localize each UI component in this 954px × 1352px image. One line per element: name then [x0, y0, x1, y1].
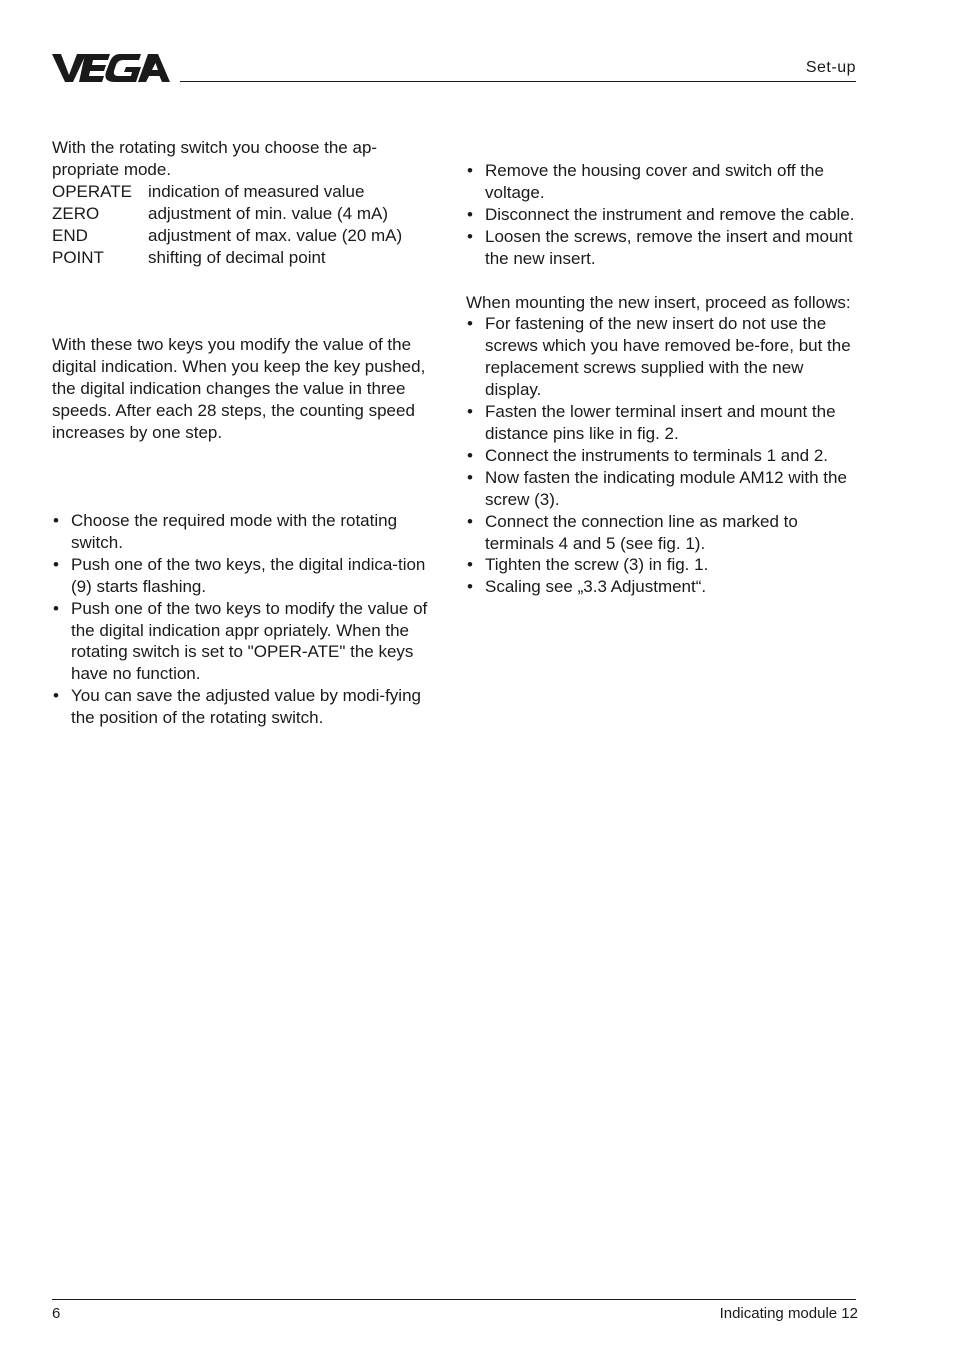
page-number: 6 [52, 1305, 61, 1322]
header-rule [180, 81, 856, 82]
list-item: • Scaling see „3.3 Adjustment“. [466, 576, 858, 598]
list-item: • Loosen the screws, remove the insert and mount the new insert. [466, 226, 858, 270]
list-item: • Connect the connection line as marked to terminals 4 and 5 (see fig. 1). [466, 511, 858, 555]
mode-key: ZERO [52, 203, 100, 223]
vega-logo [52, 52, 170, 84]
keys-paragraph: With these two keys you modify the value of the digital indication. When you keep the key pushed, the digital indication changes the value in three speeds. After each 28 steps, the counting speed increases by one step. [52, 335, 426, 443]
document-title: Indicating module 12 [719, 1305, 858, 1322]
mode-desc: adjustment of max. value (20 mA) [148, 225, 403, 245]
right-column [466, 137, 858, 598]
list-item: • Tighten the screw (3) in fig. 1. [466, 554, 858, 576]
mode-desc: adjustment of min. value (4 mA) [148, 203, 388, 223]
list-item: • You can save the adjusted value by modi-fying the position of the rotating switch. [52, 685, 442, 729]
mode-key: OPERATE [52, 181, 132, 201]
section-label: Set-up [805, 59, 856, 76]
mode-key: END [52, 225, 88, 245]
list-item: • Remove the housing cover and switch off the voltage. [466, 160, 858, 204]
list-item: • Now fasten the indicating module AM12 with the screw (3). [466, 467, 858, 511]
list-item: • Choose the required mode with the rotating switch. [52, 510, 442, 554]
list-item: • Connect the instruments to terminals 1 and 2. [466, 445, 858, 467]
list-item: • Push one of the two keys to modify the value of the digital indication appr opriately. When the rotating switch is set to "OPER-ATE" the keys have no function. [52, 598, 442, 686]
mount-intro: When mounting the new insert, proceed as follows: [466, 292, 851, 312]
left-column [52, 137, 442, 729]
replace-steps-list [466, 160, 858, 270]
mount-steps-list [466, 313, 858, 598]
mode-desc: shifting of decimal point [148, 247, 326, 267]
list-item: • For fastening of the new insert do not use the screws which you have removed be-fore, but the replacement screws supplied with the new display. [466, 313, 858, 401]
mode-table [52, 181, 442, 269]
mode-desc: indication of measured value [148, 181, 365, 201]
list-item: • Push one of the two keys, the digital indica-tion (9) starts flashing. [52, 554, 442, 598]
mode-intro: With the rotating switch you choose the ap-propriate mode. [52, 138, 378, 179]
adjust-steps-list [52, 510, 442, 729]
list-item: • Disconnect the instrument and remove the cable. [466, 204, 858, 226]
footer-rule [52, 1299, 856, 1300]
mode-key: POINT [52, 247, 104, 267]
list-item: • Fasten the lower terminal insert and mount the distance pins like in fig. 2. [466, 401, 858, 445]
